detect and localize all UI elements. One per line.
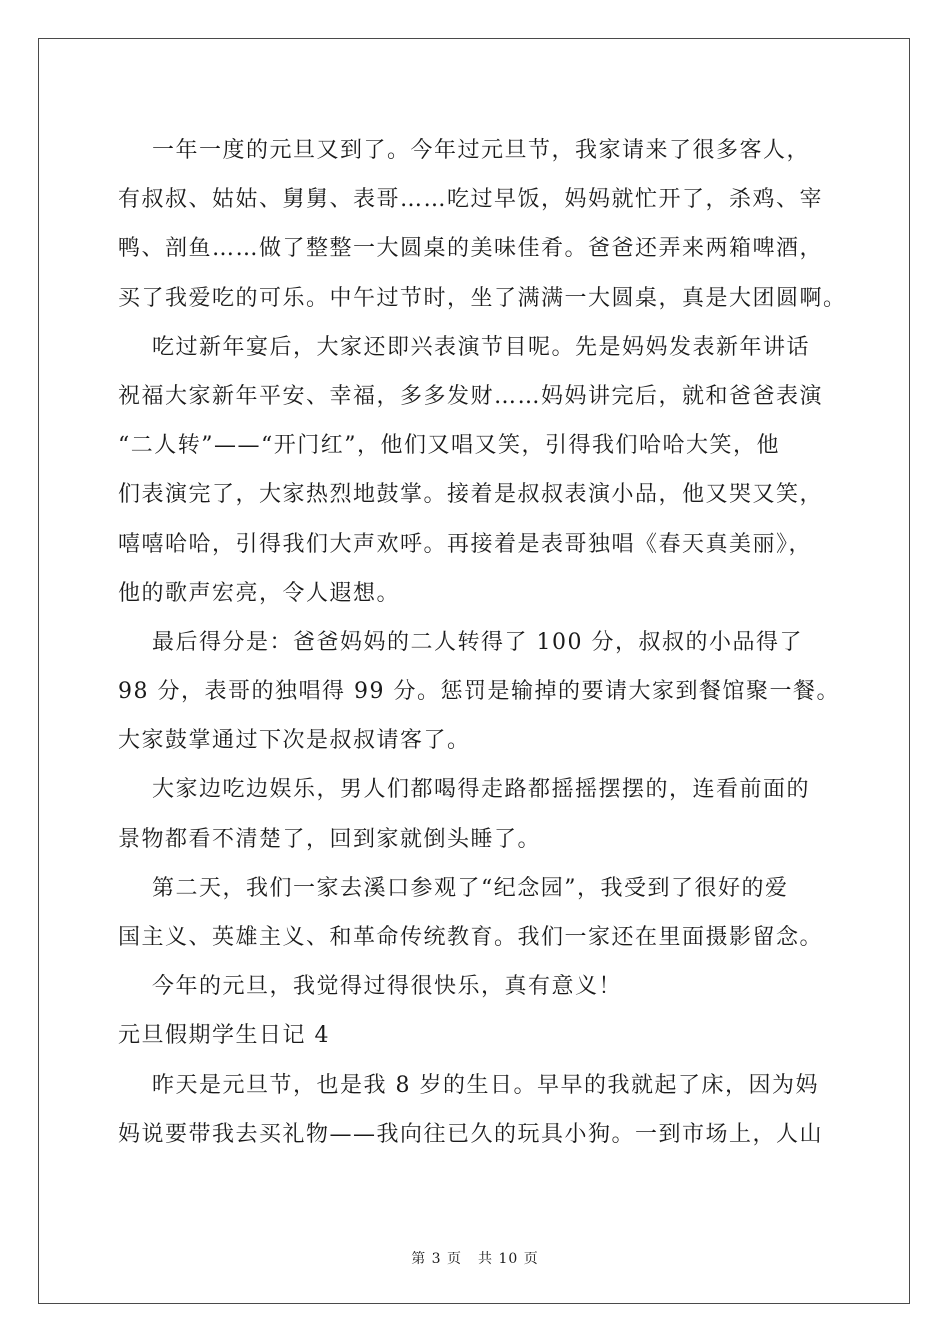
text-line: 鸭、剖鱼……做了整整一大圆桌的美味佳肴。爸爸还弄来两箱啤酒， <box>118 236 824 262</box>
text-line: 妈说要带我去买礼物——我向往已久的玩具小狗。一到市场上，人山 <box>118 1121 824 1147</box>
page-total: 共 10 页 <box>478 1251 539 1267</box>
text-line: 98 分，表哥的独唱得 99 分。惩罚是输掉的要请大家到餐馆聚一餐。 <box>118 679 840 705</box>
text-line: 今年的元旦，我觉得过得很快乐，真有意义！ <box>118 974 622 1000</box>
text-line: 他的歌声宏亮，令人遐想。 <box>118 580 401 606</box>
text-line: 昨天是元旦节，也是我 8 岁的生日。早早的我就起了床，因为妈 <box>118 1072 819 1098</box>
text-line: “二人转”——“开门红”，他们又唱又笑，引得我们哈哈大笑，他 <box>118 433 780 459</box>
text-line: 大家鼓掌通过下次是叔叔请客了。 <box>118 728 471 754</box>
text-line: 有叔叔、姑姑、舅舅、表哥……吃过早饭，妈妈就忙开了，杀鸡、宰 <box>118 187 824 213</box>
text-line: 景物都看不清楚了，回到家就倒头睡了。 <box>118 826 542 852</box>
text-line: 们表演完了，大家热烈地鼓掌。接着是叔叔表演小品，他又哭又笑， <box>118 482 824 508</box>
text-line: 嘻嘻哈哈，引得我们大声欢呼。再接着是表哥独唱《春天真美丽》， <box>118 531 813 557</box>
text-line: 祝福大家新年平安、幸福，多多发财……妈妈讲完后，就和爸爸表演 <box>118 383 824 409</box>
text-line: 买了我爱吃的可乐。中午过节时，坐了满满一大圆桌，真是大团圆啊。 <box>118 285 847 311</box>
text-line: 国主义、英雄主义、和革命传统教育。我们一家还在里面摄影留念。 <box>118 925 824 950</box>
page-footer <box>0 1248 950 1268</box>
text-line: 吃过新年宴后，大家还即兴表演节目呢。先是妈妈发表新年讲话 <box>118 334 810 360</box>
page-number: 第 3 页 <box>411 1251 463 1267</box>
section-heading: 元旦假期学生日记 4 <box>118 1023 330 1049</box>
document-body <box>118 126 847 1159</box>
text-line: 第二天，我们一家去溪口参观了“纪念园”，我受到了很好的爱 <box>118 875 789 901</box>
text-line: 最后得分是：爸爸妈妈的二人转得了 100 分，叔叔的小品得了 <box>118 629 803 655</box>
text-line: 一年一度的元旦又到了。今年过元旦节，我家请来了很多客人， <box>118 138 810 163</box>
text-line: 大家边吃边娱乐，男人们都喝得走路都摇摇摆摆的，连看前面的 <box>118 777 810 803</box>
